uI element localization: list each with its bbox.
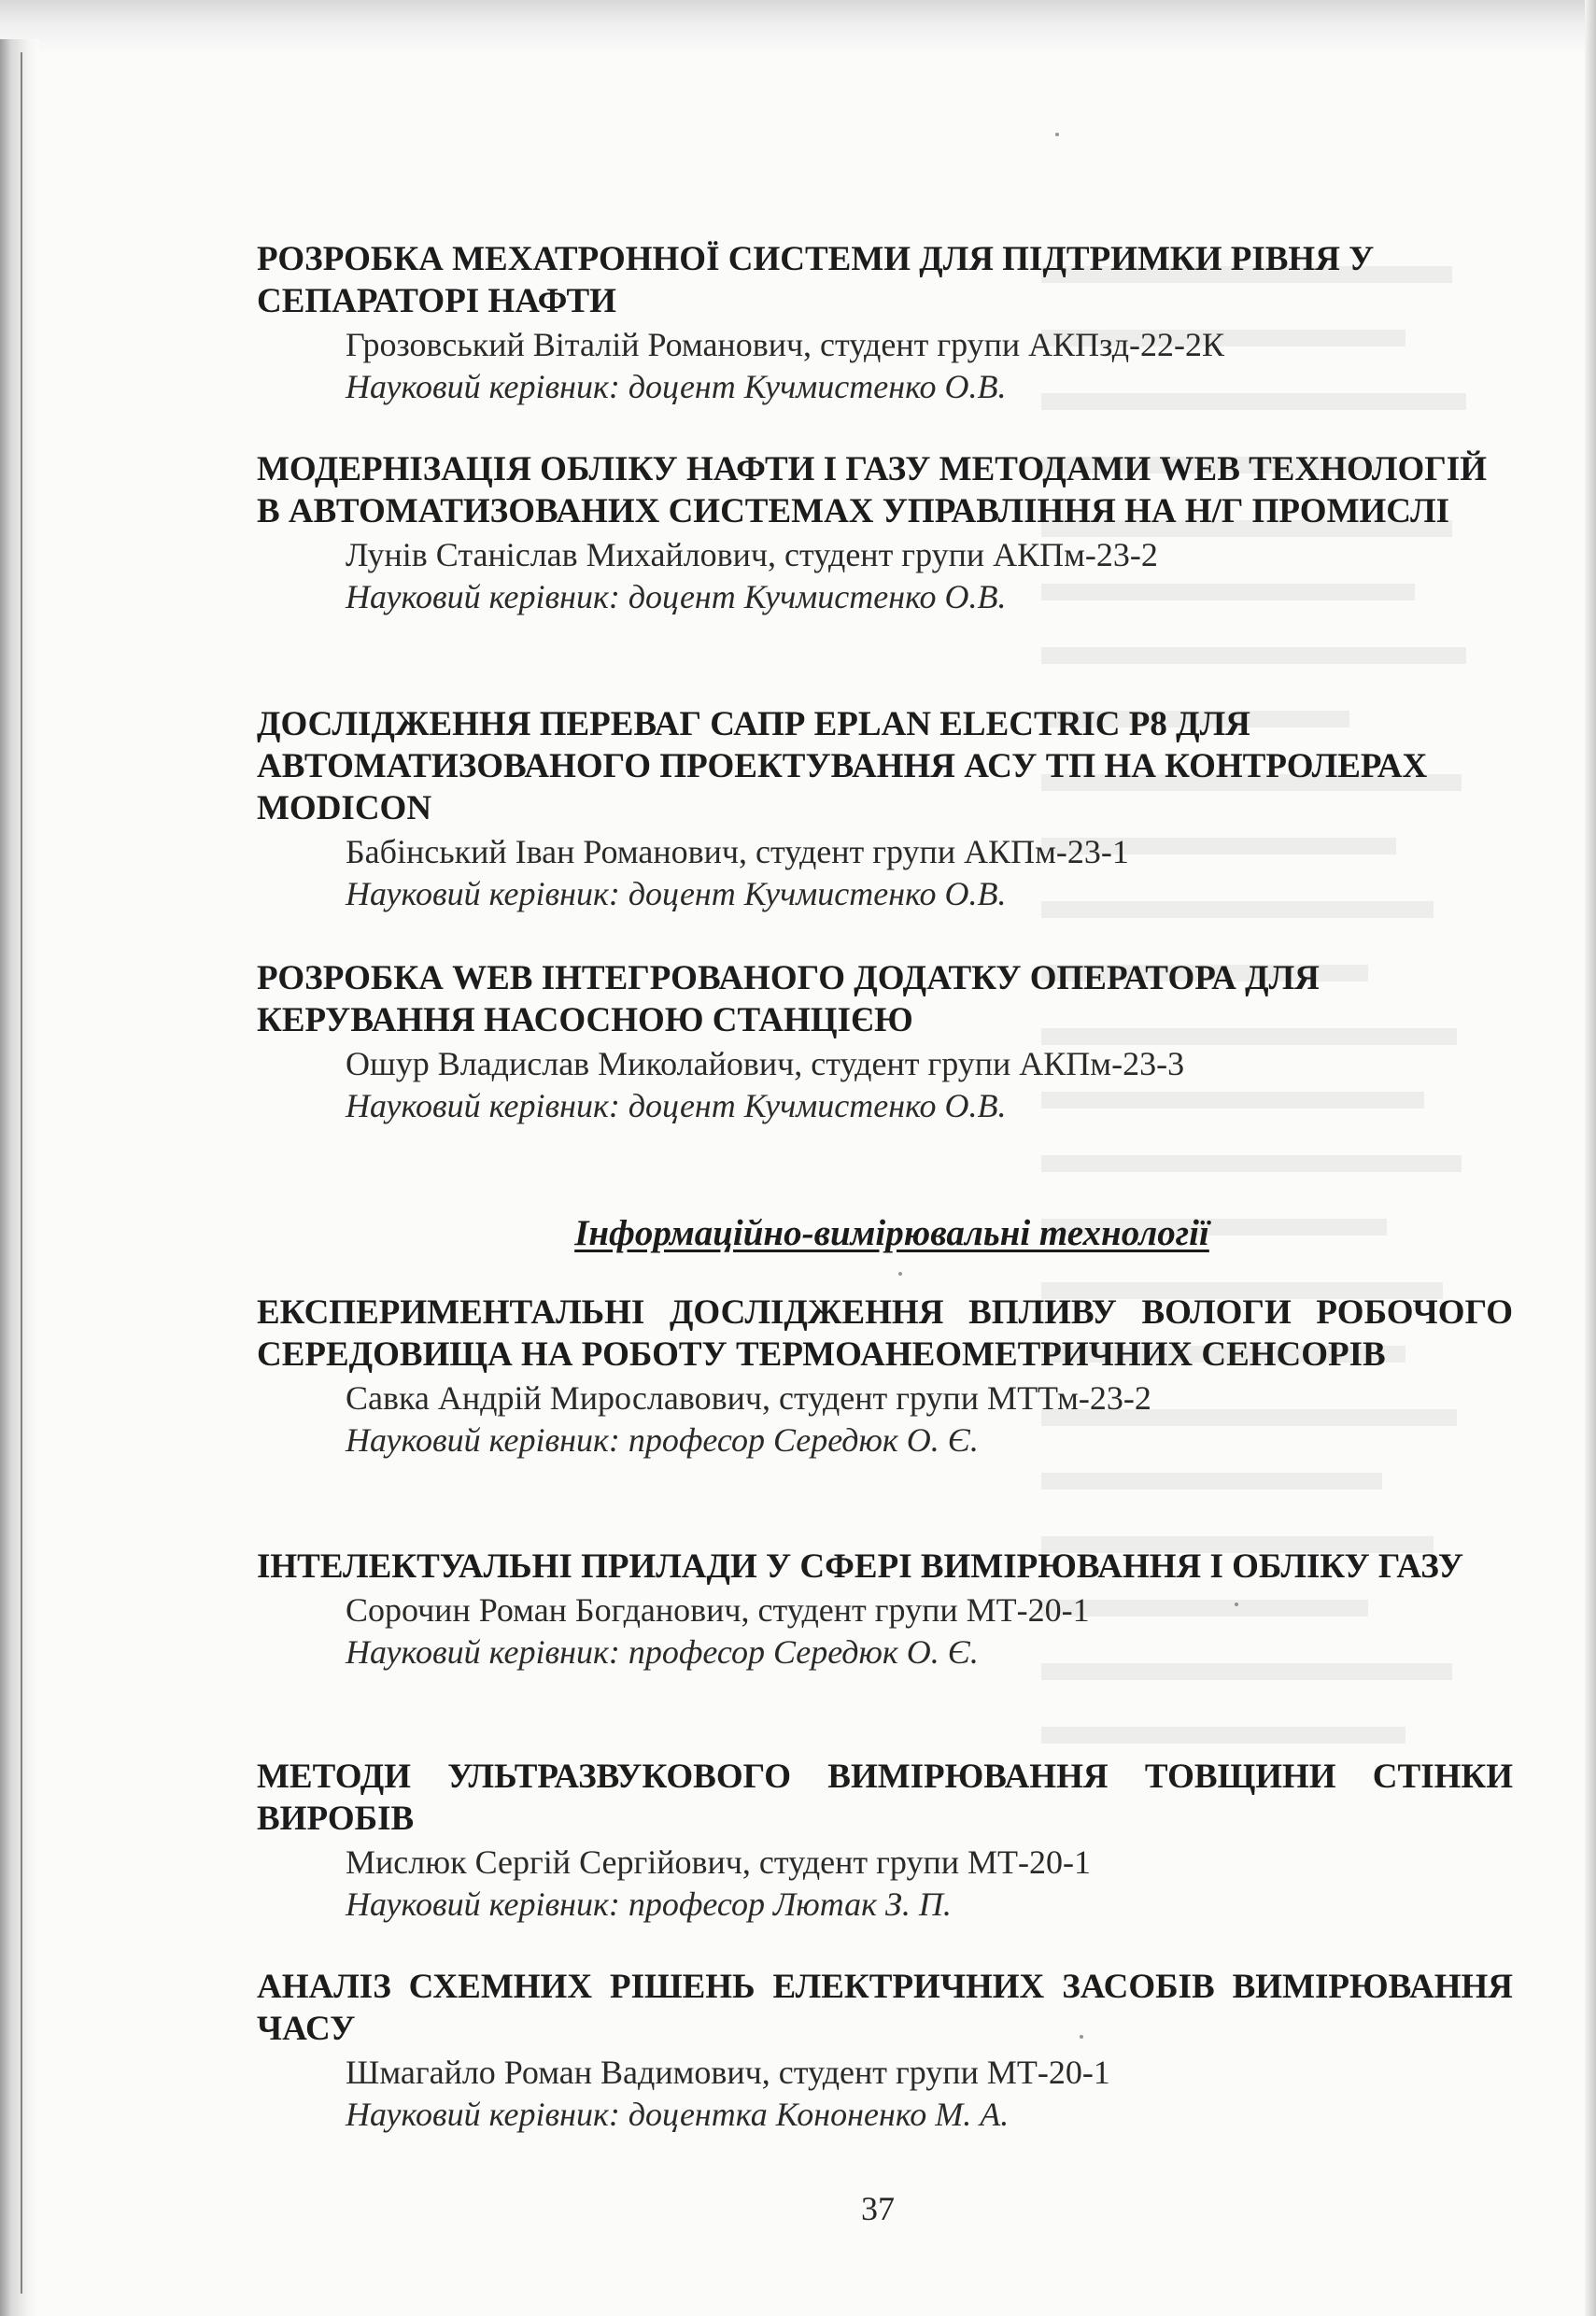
page-number: 37	[861, 2190, 895, 2227]
supervisor-line: Науковий керівник: професор Середюк О. Є.	[346, 1421, 979, 1459]
author-line: Ошур Владислав Миколайович, студент групи АКПм-23-3	[346, 1045, 1185, 1082]
report-title: РОЗРОБКА МЕХАТРОННОЇ СИСТЕМИ ДЛЯ ПІДТРИМКИ РІВНЯ У СЕПАРАТОРІ НАФТИ	[257, 240, 1375, 320]
supervisor-line: Науковий керівник: доцент Кучмистенко О.В.	[346, 1087, 1007, 1124]
report-entry	[257, 957, 1513, 1127]
scan-speck	[1235, 1603, 1238, 1606]
report-entry	[257, 448, 1513, 618]
report-entry	[257, 703, 1513, 915]
report-title: МЕТОДИ УЛЬТРАЗВУКОВОГО ВИМІРЮВАННЯ ТОВЩИНИ СТІНКИ ВИРОБІВ	[257, 1758, 1513, 1838]
author-line: Сорочин Роман Богданович, студент групи МТ-20-1	[346, 1591, 1090, 1629]
page-content	[257, 238, 1513, 2162]
supervisor-line: Науковий керівник: професор Лютак З. П.	[346, 1885, 952, 1923]
scan-speck	[1080, 2035, 1083, 2039]
scan-speck	[1055, 133, 1059, 136]
report-entry	[257, 1292, 1513, 1462]
scan-speck	[898, 1272, 902, 1276]
supervisor-line: Науковий керівник: доцент Кучмистенко О.В.	[346, 875, 1007, 912]
report-title: РОЗРОБКА WEB ІНТЕГРОВАНОГО ДОДАТКУ ОПЕРАТОРА ДЛЯ КЕРУВАННЯ НАСОСНОЮ СТАНЦІЄЮ	[257, 959, 1320, 1039]
report-entry	[257, 238, 1513, 408]
section-heading: Інформаційно-вимірювальні технології	[574, 1213, 1209, 1253]
author-line: Шмагайло Роман Вадимович, студент групи МТ-20-1	[346, 2054, 1110, 2091]
report-title: ІНТЕЛЕКТУАЛЬНІ ПРИЛАДИ У СФЕРІ ВИМІРЮВАННЯ І ОБЛІКУ ГАЗУ	[257, 1547, 1463, 1586]
right-page-edge	[1585, 0, 1596, 2316]
report-title: ЕКСПЕРИМЕНТАЛЬНІ ДОСЛІДЖЕННЯ ВПЛИВУ ВОЛОГИ РОБОЧОГО СЕРЕДОВИЩА НА РОБОТУ ТЕРМОАНЕОМЕТРИЧНИХ СЕНСОРІВ	[257, 1293, 1513, 1374]
supervisor-line: Науковий керівник: доцент Кучмистенко О.В.	[346, 368, 1007, 405]
report-title: ДОСЛІДЖЕННЯ ПЕРЕВАГ САПР EPLAN ELECTRIC P8 ДЛЯ АВТОМАТИЗОВАНОГО ПРОЕКТУВАННЯ АСУ ТП НА КОНТРОЛЕРАХ MODICON	[257, 705, 1428, 827]
author-line: Бабінський Іван Романович, студент групи АКПм-23-1	[346, 833, 1129, 870]
report-entry	[257, 1546, 1513, 1673]
supervisor-line: Науковий керівник: доцент Кучмистенко О.В.	[346, 578, 1007, 615]
author-line: Мислюк Сергій Сергійович, студент групи МТ-20-1	[346, 1843, 1091, 1881]
report-entry	[257, 1756, 1513, 1926]
supervisor-line: Науковий керівник: професор Середюк О. Є.	[346, 1633, 979, 1671]
report-title: АНАЛІЗ СХЕМНИХ РІШЕНЬ ЕЛЕКТРИЧНИХ ЗАСОБІВ ВИМІРЮВАННЯ ЧАСУ	[257, 1968, 1513, 2048]
report-entry	[257, 1966, 1513, 2136]
top-scan-shadow	[0, 0, 1596, 54]
author-line: Грозовський Віталій Романович, студент групи АКПзд-22-2К	[346, 326, 1225, 363]
binding-line	[21, 52, 22, 2294]
report-title: МОДЕРНІЗАЦІЯ ОБЛІКУ НАФТИ І ГАЗУ МЕТОДАМИ WEB ТЕХНОЛОГІЙ В АВТОМАТИЗОВАНИХ СИСТЕМАХ УПРАВЛІННЯ НА Н/Г ПРОМИСЛІ	[257, 450, 1487, 530]
left-binding-shadow	[0, 39, 39, 2316]
supervisor-line: Науковий керівник: доцентка Кононенко М. А.	[346, 2096, 1010, 2133]
author-line: Савка Андрій Мирославович, студент групи МТТм-23-2	[346, 1379, 1151, 1417]
author-line: Лунів Станіслав Михайлович, студент групи АКПм-23-2	[346, 536, 1158, 573]
